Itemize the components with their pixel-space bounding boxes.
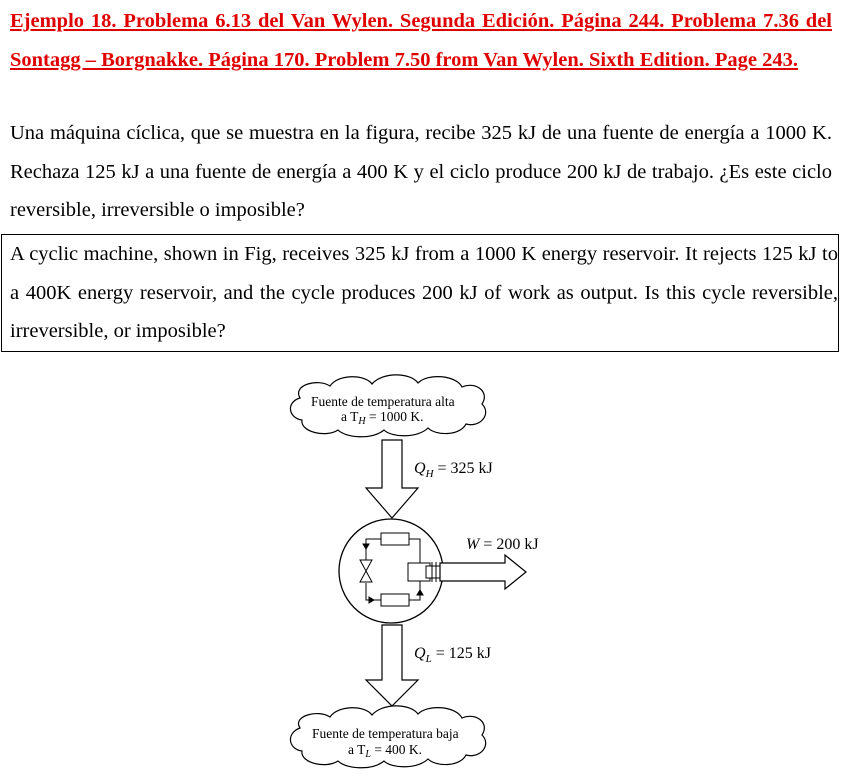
hot-reservoir-label: Fuente de temperatura alta (311, 394, 455, 409)
heat-rejection-label: $Q_L = 125$ kJ (414, 645, 491, 665)
example-heading: Ejemplo 18. Problema 6.13 del Van Wylen. Segunda Edición. Página 244. Problema 7.36 del Sontagg – Borgnakke. Página 170. Problem 7.50 from Van Wylen. Sixth Edition. Page 243. (10, 10, 832, 71)
cold-reservoir-temperature: a $T_L = 400$ K. (348, 742, 423, 760)
cold-reservoir-label: Fuente de temperatura baja (312, 726, 459, 741)
english-problem-statement: A cyclic machine, shown in Fig, receives 325 kJ from a 1000 K energy reservoir. It rejects 125 kJ to a 400K energy reservoir, and the cycle produces 200 kJ of work as output. Is this cycle reversible, irreversible, or imposible? (1, 234, 839, 352)
heat-input-label: $Q_H = 325$ kJ (414, 460, 493, 480)
spanish-problem-statement: Una máquina cíclica, que se muestra en la figura, recibe 325 kJ de una fuente de energía a 1000 K. Rechaza 125 kJ a una fuente de energía a 400 K y el ciclo produce 200 kJ de trabajo. ¿Es este ciclo reversible, irreversible o imposible? (10, 122, 832, 221)
heat-rejection-arrow (366, 625, 418, 706)
work-output-arrow (440, 555, 526, 589)
heat-input-arrow (366, 440, 418, 518)
hot-reservoir-temperature: a $T_H = 1000$ K. (341, 409, 424, 427)
work-output-label: W = 200 kJ (466, 536, 539, 553)
